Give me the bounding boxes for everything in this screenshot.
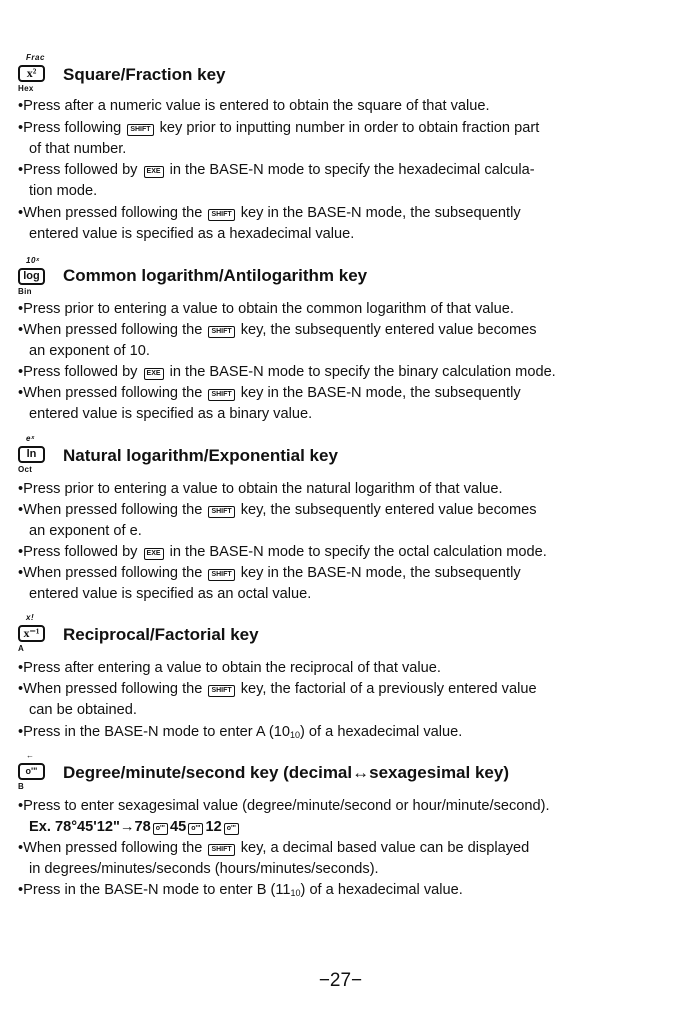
section-title: Common logarithm/Antilogarithm key (63, 266, 368, 285)
exe-key-icon: EXE (144, 166, 164, 178)
text-line: can be obtained. (29, 702, 137, 718)
shift-key-icon: SHIFT (208, 506, 234, 518)
text-line: •When pressed following the SHIFT key, the subsequently entered value becomes (18, 322, 537, 338)
text-line: an exponent of 10. (29, 343, 150, 359)
log-key-icon: log (18, 268, 45, 285)
section-title: Natural logarithm/Exponential key (63, 446, 338, 465)
page-number: −27− (318, 970, 363, 991)
section-title: Reciprocal/Factorial key (63, 625, 259, 644)
text-line: •Press following SHIFT key prior to inputting number in order to obtain fraction part (18, 120, 540, 136)
dms-key-icon: o'" (188, 823, 203, 835)
exe-key-icon: EXE (144, 548, 164, 560)
text-line: •Press prior to entering a value to obtain the natural logarithm of that value. (18, 481, 503, 497)
shift-key-icon: SHIFT (208, 389, 234, 401)
example-line: Ex. 78°45'12"→78 o'" 45 o'" 12 o'" (29, 818, 241, 836)
text-line: in degrees/minutes/seconds (hours/minutes/seconds). (29, 861, 379, 877)
text-line: tion mode. (29, 183, 98, 199)
text-line: •Press to enter sexagesimal value (degree/minute/second or hour/minute/second). (18, 798, 550, 814)
key-upper-label: ← (26, 751, 35, 760)
shift-key-icon: SHIFT (208, 569, 234, 581)
text-line: •Press after a numeric value is entered to obtain the square of that value. (18, 98, 490, 114)
dms-key-icon: o'" (153, 823, 168, 835)
text-line: •Press after entering a value to obtain the reciprocal of that value. (18, 660, 441, 676)
text-line: entered value is specified as an octal value. (29, 586, 312, 602)
text-line: •When pressed following the SHIFT key, a decimal based value can be displayed (18, 840, 530, 856)
shift-key-icon: SHIFT (208, 844, 234, 856)
key-upper-label: 10ˣ (26, 256, 40, 265)
dms-key-icon: o'" (224, 823, 239, 835)
text-line: •Press in the BASE-N mode to enter B $(11_{10})$ of a hexadecimal value. (18, 882, 463, 898)
section-title: Degree/minute/second key (decimal↔sexagesimal key) (63, 763, 509, 782)
ln-key-icon: ln (18, 446, 45, 463)
text-line: •When pressed following the SHIFT key in the BASE-N mode, the subsequently (18, 565, 521, 581)
key-upper-label: Frac (26, 53, 45, 62)
text-line: •When pressed following the SHIFT key, the subsequently entered value becomes (18, 502, 537, 518)
text-line: •Press followed by EXE in the BASE-N mode to specify the octal calculation mode. (18, 544, 547, 560)
text-line: entered value is specified as a binary value. (29, 406, 313, 422)
text-line: •Press prior to entering a value to obtain the common logarithm of that value. (18, 301, 514, 317)
text-line: an exponent of e. (29, 523, 142, 539)
key-lower-label: B (18, 782, 25, 791)
text-line: of that number. (29, 141, 127, 157)
text-line: •Press followed by EXE in the BASE-N mode to specify the binary calculation mode. (18, 364, 556, 380)
x-squared-key-icon: x² (18, 65, 45, 82)
text-line: •When pressed following the SHIFT key, the factorial of a previously entered value (18, 681, 537, 697)
text-line: •When pressed following the SHIFT key in the BASE-N mode, the subsequently (18, 205, 521, 221)
key-lower-label: Hex (18, 84, 34, 93)
key-lower-label: Bin (18, 287, 32, 296)
text-line: •Press in the BASE-N mode to enter A $(10_{10})$ of a hexadecimal value. (18, 724, 463, 740)
exe-key-icon: EXE (144, 368, 164, 380)
text-line: •Press followed by EXE in the BASE-N mode to specify the hexadecimal calcula- (18, 162, 535, 178)
key-lower-label: Oct (18, 465, 33, 474)
section-title: Square/Fraction key (63, 65, 226, 84)
shift-key-icon: SHIFT (127, 124, 153, 136)
shift-key-icon: SHIFT (208, 209, 234, 221)
x-inverse-key-icon: x⁻¹ (18, 625, 45, 642)
dms-key-icon: o'" (18, 763, 45, 780)
key-lower-label: A (18, 644, 25, 653)
key-upper-label: eˣ (26, 434, 35, 443)
key-upper-label: x! (26, 613, 35, 622)
text-line: entered value is specified as a hexadecimal value. (29, 226, 355, 242)
shift-key-icon: SHIFT (208, 326, 234, 338)
shift-key-icon: SHIFT (208, 685, 234, 697)
text-line: •When pressed following the SHIFT key in the BASE-N mode, the subsequently (18, 385, 521, 401)
